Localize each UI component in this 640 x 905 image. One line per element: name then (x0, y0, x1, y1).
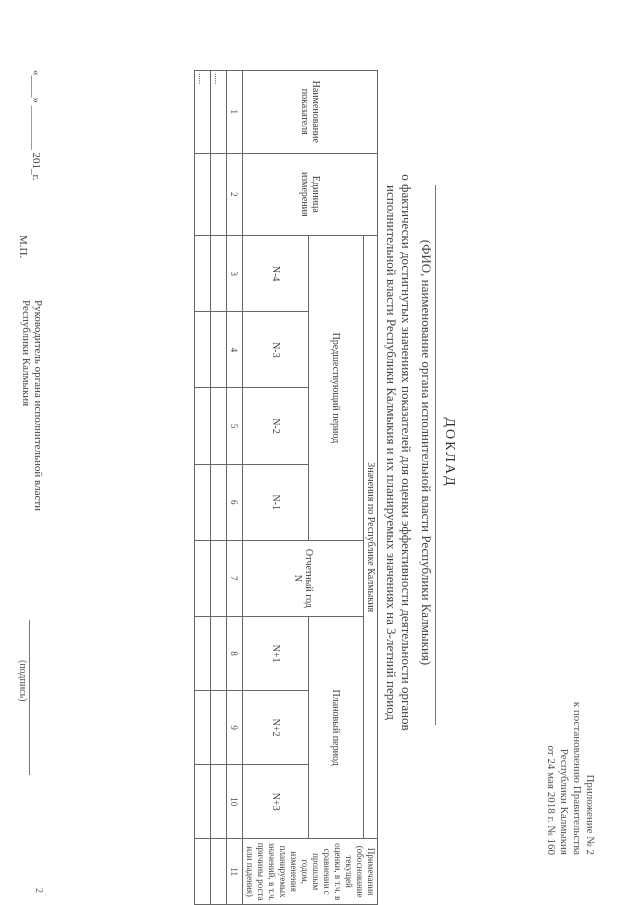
date-field: «____» ________ 201_г. (30, 70, 42, 181)
appendix-note (544, 702, 596, 855)
column-number: 3 (227, 236, 243, 312)
column-number: 11 (227, 839, 243, 905)
header-report-year-label: Отчетный год (303, 548, 314, 608)
column-number: 5 (227, 388, 243, 464)
appendix-line-3: Республики Калмыкия (558, 748, 570, 855)
header-unit: Единица измерения (243, 153, 378, 236)
row-placeholder: ..... (211, 71, 227, 154)
year-n+3: N+3 (243, 765, 309, 839)
column-number: 9 (227, 691, 243, 765)
table-row (211, 71, 227, 905)
year-n-4: N-4 (243, 236, 309, 312)
page-number: 2 (33, 888, 44, 893)
indicators-table (194, 70, 378, 905)
head-title-line-2: Республики Калмыкия (20, 300, 32, 407)
year-n: N (292, 574, 303, 583)
column-number: 10 (227, 765, 243, 839)
year-n-1: N-1 (243, 464, 309, 540)
header-notes: Примечания (обоснование текущей оценки, в т.ч. в сравнении с прошлым годом, изменения планируемых значений, в т.ч. причины роста или падения) (243, 839, 378, 905)
table-row (195, 71, 211, 905)
header-previous-period: Предшествующий период (309, 236, 364, 541)
appendix-line-4: от 24 мая 2018 г. № 160 (545, 745, 557, 855)
subtitle-line-1: о фактически достигнутых значениях показателей для оценки эффективности деятельности органов (399, 174, 414, 731)
signature-label: (подпись) (17, 660, 28, 702)
header-plan-period: Плановый период (309, 617, 364, 839)
row-placeholder: ..... (195, 71, 211, 154)
column-number: 4 (227, 312, 243, 388)
header-row-1 (364, 71, 378, 905)
column-number: 6 (227, 464, 243, 540)
appendix-line-1: Приложение № 2 (584, 774, 596, 855)
column-number: 1 (227, 71, 243, 154)
header-values: Значения по Республике Калмыкия (364, 236, 378, 839)
year-n-2: N-2 (243, 388, 309, 464)
fio-caption: (ФИО, наименование органа исполнительной власти Республики Калмыкия) (419, 239, 434, 666)
column-number: 8 (227, 617, 243, 691)
year-n+2: N+2 (243, 691, 309, 765)
column-numbers-row (227, 71, 243, 905)
stamp-place: М.П. (17, 235, 29, 259)
subtitle-line-2: исполнительной власти Республики Калмыкия и их планируемых значениях на 3-летний период (384, 185, 399, 720)
fio-underline (435, 185, 436, 725)
document-subtitle (384, 0, 414, 905)
head-title (20, 300, 44, 511)
signature-line (29, 620, 30, 775)
header-indicator-name: Наименование показателя (243, 71, 378, 154)
header-report-year (243, 540, 364, 616)
head-title-line-1: Руководитель органа исполнительной власти (32, 300, 44, 512)
appendix-line-2: к постановлению Правительства (571, 701, 583, 855)
year-n+1: N+1 (243, 617, 309, 691)
column-number: 7 (227, 540, 243, 616)
document-title: ДОКЛАД (442, 417, 457, 488)
column-number: 2 (227, 153, 243, 236)
year-n-3: N-3 (243, 312, 309, 388)
